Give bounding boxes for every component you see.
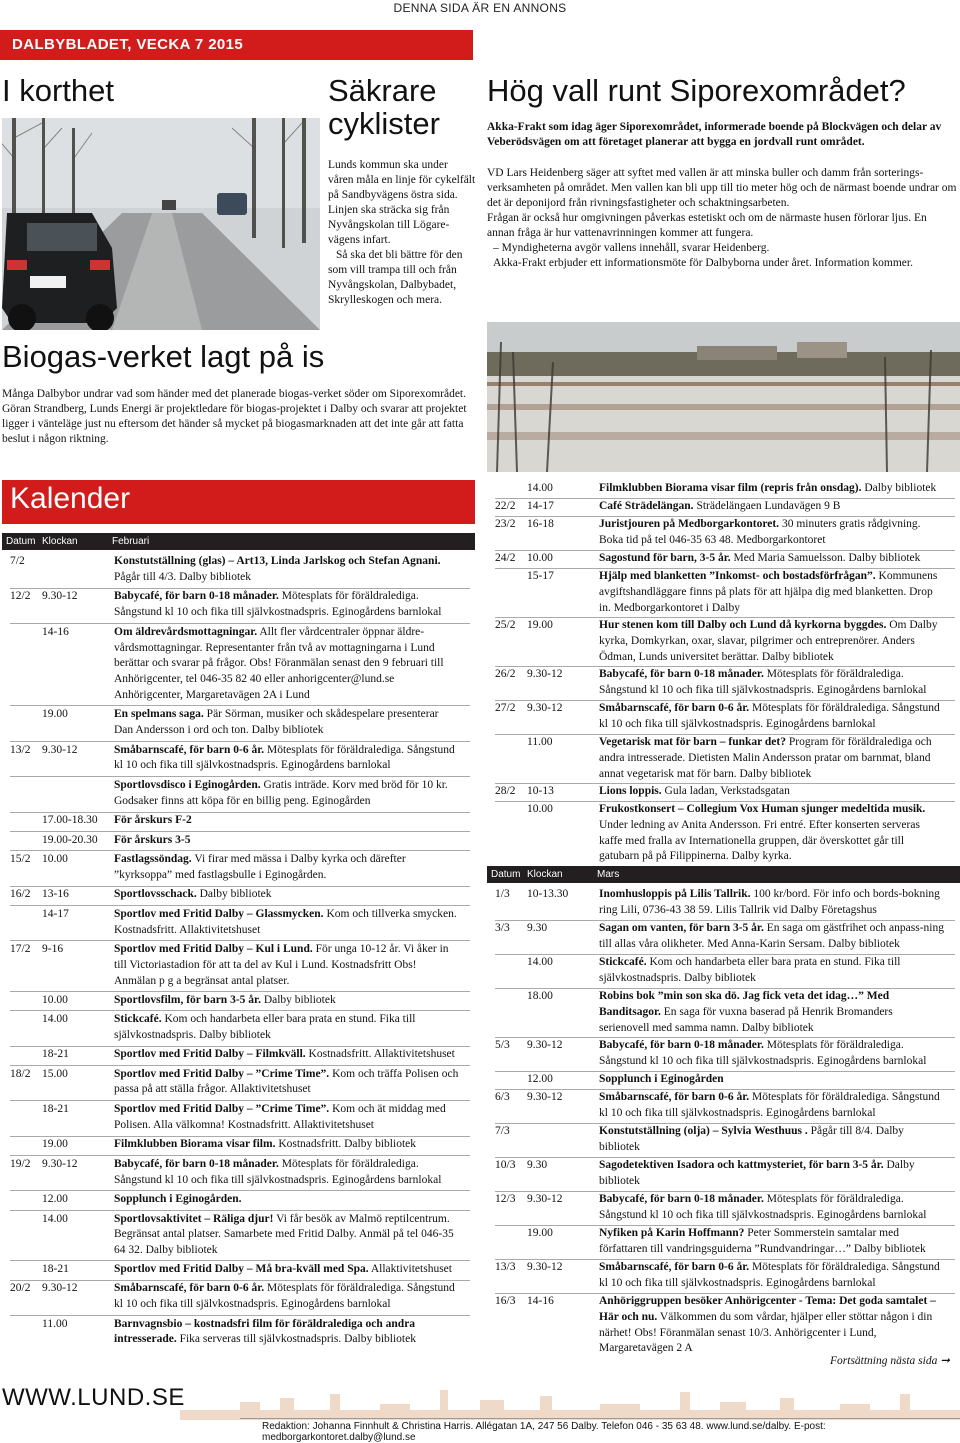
calendar-event <box>599 1192 944 1224</box>
calendar-time: 14-17 <box>527 500 554 512</box>
calendar-event-title: För årskurs 3-5 <box>114 833 191 846</box>
col-month: Februari <box>112 536 150 547</box>
calendar-time: 9.30-12 <box>527 668 563 680</box>
calendar-time: 10.00 <box>42 993 68 1006</box>
siporex-title: Hög vall runt Siporexområdet? <box>487 73 906 108</box>
calendar-date: 18/2 <box>10 1067 31 1080</box>
calendar-event-title: Babycafé, för barn 0-18 månader. <box>114 590 279 603</box>
calendar-event-title: Babycafé, för barn 0-18 månader. <box>599 1193 764 1205</box>
calendar-event <box>599 802 944 865</box>
calendar-event <box>114 942 459 989</box>
siporex-paragraph: Frågan är också hur omgivningen påverkas estetiskt och om de närmaste husen förlorar ljus. En annan fråga är hur vattenavrinningen kommer att fungera. <box>487 212 927 239</box>
calendar-event <box>599 701 944 733</box>
calendar-time: 19.00 <box>527 1227 553 1239</box>
col-klockan: Klockan <box>42 536 78 547</box>
calendar-date: 12/2 <box>10 590 31 603</box>
calendar-date: 7/2 <box>10 555 25 567</box>
biogas-body: Många Dalbybor undrar vad som händer med det planerade biogas-verket söder om Siporexområdet. Göran Strandberg, Lunds Energi är projektledare för biogas-projektet i Dalby och svarar att projektet ligger i vänteläge just nu eftersom det händer så mycket på biogasmarknaden att det inte går att fatta beslut i någon riktning. <box>2 388 467 445</box>
calendar-event <box>599 1158 944 1190</box>
calendar-event <box>114 1212 459 1259</box>
calendar-header-february <box>2 533 475 550</box>
continued-next-page: Fortsättning nästa sida ➞ <box>830 1355 950 1367</box>
calendar-date: 23/2 <box>495 518 516 530</box>
calendar-event-title: Filmklubben Biorama visar film (repris från onsdag). <box>599 482 862 494</box>
calendar-event <box>114 1102 459 1134</box>
calendar-event-text: Mötesplats för föräldralediga. Sångstund kl 10 och fika till självkostnadspris. Eginogårdens barnlokal <box>599 702 940 730</box>
calendar-event <box>114 852 459 884</box>
calendar-time: 9.30-12 <box>42 743 78 756</box>
calendar-event <box>599 1072 944 1088</box>
calendar-event-text: Mötesplats för föräldralediga. Sångstund kl 10 och fika till självkostnadspris. Eginogårdens barnlokal <box>599 1039 927 1067</box>
calendar-event <box>599 551 944 567</box>
calendar-event-title: Babycafé, för barn 0-18 månader. <box>599 1039 764 1051</box>
calendar-event-text: Kostnadsfritt. Dalby bibliotek <box>275 1138 416 1151</box>
col-klockan: Klockan <box>527 869 563 880</box>
cyklister-paragraph: Så ska det bli bättre för den som vill trampa till och från Nyvångskolan, Dalbybadet, Skrylleskogen och mera. <box>328 249 463 306</box>
calendar-time: 10.00 <box>527 552 553 564</box>
calendar-time: 9.30-12 <box>527 702 563 714</box>
calendar-event-title: Sportlov med Fritid Dalby – Filmkväll. <box>114 1048 306 1061</box>
calendar-event <box>599 784 944 800</box>
calendar-event-text: Kostnadsfritt. Allaktivitetshuset <box>305 1048 455 1061</box>
calendar-event-text: Pågår till 8/4. Dalby bibliotek <box>599 1125 904 1153</box>
calendar-event-text: Gula ladan, Verkstadsgatan <box>661 785 790 797</box>
calendar-event-title: Stickcafé. <box>599 956 647 968</box>
calendar-date: 12/3 <box>495 1193 516 1205</box>
calendar-time: 14.00 <box>527 482 553 494</box>
calendar-date: 16/3 <box>495 1295 516 1307</box>
calendar-time: 18.00 <box>527 990 553 1002</box>
calendar-event-title: Robins bok ”min son ska dö. Jag fick veta det idag…” Med Banditsagor. <box>599 990 890 1018</box>
photo-snowy-road <box>2 118 320 330</box>
calendar-time: 9.30-12 <box>527 1039 563 1051</box>
calendar-event-title: Konstutställning (glas) – Art13, Linda Jarlskog och Stefan Agnani. <box>114 555 441 567</box>
photo-snowy-field <box>487 322 960 472</box>
calendar-event-title: Sagan om vanten, för barn 3-5 år. <box>599 922 764 934</box>
calendar-event-title: Småbarnscafé, för barn 0-6 år. <box>114 1282 265 1295</box>
calendar-event-text: Dalby bibliotek <box>196 888 272 901</box>
siporex-paragraph: – Myndigheterna avgör vallens innehåll, svarar Heidenberg. <box>493 242 770 254</box>
calendar-event-title: Hjälp med blanketten ”Inkomst- och bostadsförfrågan”. <box>599 570 876 582</box>
calendar-event-title: Småbarnscafé, för barn 0-6 år. <box>599 1261 750 1273</box>
calendar-time: 14-17 <box>42 907 69 920</box>
calendar-event-text: Kommunens avgiftshandläggare finns på plats för att hjälpa dig med blanketten. Drop in. Medborgarkontoret i Dalby <box>599 570 938 614</box>
calendar-date: 13/2 <box>10 743 31 756</box>
calendar-event-title: Sagodetektiven Isadora och kattmysteriet, för barn 3-5 år. <box>599 1159 884 1171</box>
cyklister-paragraph: Lunds kommun ska under våren måla en linje för cykelfält på Sandbyvägens östra sida. Linjen ska sträcka sig från Nyvångskolan till Lögare-vägens infart. <box>328 159 476 246</box>
calendar-event-text: Program för föräldralediga och andra intresserade. Dietisten Malin Andersson pratar om barnmat, bland annat vegetarisk mat för barn. Dalby bibliotek <box>599 736 932 780</box>
calendar-date: 17/2 <box>10 943 31 956</box>
calendar-time: 9.30-12 <box>42 590 78 603</box>
calendar-event <box>114 778 459 810</box>
calendar-event-title: En spelmans saga. <box>114 708 204 721</box>
calendar-time: 15.00 <box>42 1067 68 1080</box>
calendar-event-title: Babycafé, för barn 0-18 månader. <box>599 668 764 680</box>
calendar-event-text: Mötesplats för föräldralediga. Sångstund kl 10 och fika till självkostnadspris. Eginogårdens barnlokal <box>599 1261 940 1289</box>
calendar-event-title: Hur stenen kom till Dalby och Lund då kyrkorna byggdes. <box>599 619 887 631</box>
calendar-event-text: Pär Sörman, musiker och skådespelare presenterar Dan Andersson i ord och ton. Dalby bibliotek <box>114 708 439 736</box>
calendar-event-title: Sagostund för barn, 3-5 år. <box>599 552 731 564</box>
calendar-event <box>114 813 459 829</box>
calendar-event-title: Nyfiken på Karin Hoffmann? <box>599 1227 745 1239</box>
calendar-event <box>114 1012 459 1044</box>
calendar-event-title: Café Strädelängan. <box>599 500 694 512</box>
calendar-time: 14-16 <box>42 625 69 638</box>
calendar-time: 17.00-18.30 <box>42 814 98 827</box>
calendar-time: 9.30-12 <box>527 1261 563 1273</box>
calendar-event <box>114 743 459 775</box>
calendar-time: 18-21 <box>42 1048 69 1061</box>
calendar-event <box>114 1317 459 1349</box>
calendar-event-text: Mötesplats för föräldralediga. Sångstund kl 10 och fika till självkostnadspris. Eginogårdens barnlokal <box>599 1193 927 1221</box>
calendar-time: 14.00 <box>42 1212 68 1225</box>
calendar-time: 11.00 <box>527 736 553 748</box>
calendar-date: 15/2 <box>10 853 31 865</box>
calendar-event <box>114 589 459 621</box>
calendar-event-title: Fastlagssöndag. <box>114 853 192 865</box>
calendar-event-title: Vegetarisk mat för barn – funkar det? <box>599 736 786 748</box>
calendar-event-title: Anhöriggruppen besöker Anhörigcenter - Tema: Det goda samtalet – Här och nu. <box>599 1295 936 1323</box>
calendar-event-text: Mötesplats för föräldralediga. Sångstund kl 10 och fika till självkostnadspris. Eginogårdens barnlokal <box>114 590 442 619</box>
calendar-event-title: Stickcafé. <box>114 1012 162 1025</box>
calendar-event-title: Småbarnscafé, för barn 0-6 år. <box>114 743 265 756</box>
calendar-event-text: Allaktivitetshuset <box>368 1262 452 1275</box>
calendar-event <box>114 1047 459 1063</box>
calendar-date: 1/3 <box>495 888 510 900</box>
calendar-event-title: Småbarnscafé, för barn 0-6 år. <box>599 702 750 714</box>
calendar-event <box>599 618 944 665</box>
calendar-time: 10-13 <box>527 785 554 797</box>
calendar-event-text: Gratis inträde. Korv med bröd för 10 kr. Godsaker finns att köpa för en billig peng. Eginogården <box>114 778 448 807</box>
calendar-time: 9.30-12 <box>527 1193 563 1205</box>
masthead <box>0 30 473 60</box>
calendar-event-title: Sportlov med Fritid Dalby – Må bra-kväll med Spa. <box>114 1262 369 1275</box>
calendar-event <box>114 907 459 939</box>
calendar-date: 5/3 <box>495 1039 510 1051</box>
calendar-time: 19.00 <box>42 1138 68 1151</box>
calendar-event-title: För årskurs F-2 <box>114 814 192 827</box>
calendar-event-title: Sportlov med Fritid Dalby – Kul i Lund. <box>114 943 313 956</box>
calendar-event-text: Allt fler vårdcentraler öppnar äldre-vårdsmottagningar. Representanter från två av mottagningarna i Lund berättar och svarar på frågor. Obs! Föranmälan senast den 9 februari till Anhörigcenter, tel 046-35 82 40 eller anhorigcenter@lund.se Anhörigcenter, Margaretavägen 2A i Lund <box>114 625 444 701</box>
kalender-title: Kalender <box>10 482 131 515</box>
calendar-event-text: Kom och handarbeta eller bara prata en stund. Fika till självkostnadspris. Dalby bibliotek <box>114 1012 416 1041</box>
calendar-event <box>599 517 944 549</box>
calendar-date: 6/3 <box>495 1091 510 1103</box>
calendar-date: 13/3 <box>495 1261 516 1273</box>
city-skyline-graphic <box>180 1384 960 1420</box>
calendar-time: 9.30-12 <box>42 1157 78 1170</box>
calendar-event-text: Vi firar med mässa i Dalby kyrka och därefter ”kyrksoppa” med fastlagsbulle i Eginogården. <box>114 853 406 881</box>
calendar-event-text: Mötesplats för föräldralediga. Sångstund kl 10 och fika till självkostnadspris. Eginogårdens barnlokal <box>114 743 455 772</box>
calendar-event-title: Babycafé, för barn 0-18 månader. <box>114 1157 279 1170</box>
calendar-event <box>599 481 944 497</box>
calendar-event <box>599 1090 944 1122</box>
calendar-date: 24/2 <box>495 552 516 564</box>
siporex-paragraph: VD Lars Heidenberg säger att syftet med vallen är att minska buller och damm från sorterings-verksamheten på området. Men vallen kan bli upp till tio meter hög och de närmast boende undrar om det är deponijord från rivningsfastigheter och schaktningsarbeten. <box>487 167 957 209</box>
korthet-title: I korthet <box>2 73 114 108</box>
calendar-event-title: Sportlovsdisco i Eginogården. <box>114 778 261 791</box>
calendar-event <box>114 1137 459 1153</box>
calendar-event-text: En saga för vuxna baserad på Henrik Bromanders serienovell med samma namn. Dalby bibliotek <box>599 1005 893 1034</box>
calendar-event-title: Inomhusloppis på Lilis Tallrik. <box>599 888 751 900</box>
calendar-time: 10-13.30 <box>527 888 569 900</box>
calendar-event-text: Pågår till 4/3. Dalby bibliotek <box>114 570 252 583</box>
siporex-paragraph: Akka-Frakt erbjuder ett informationsmöte för Dalbyborna under året. Information kommer. <box>493 257 913 269</box>
calendar-event-text: Kom och ät middag med Polisen. Alla välkomna! Kostnadsfritt. Allaktivitetshuset <box>114 1103 446 1131</box>
calendar-event-title: Filmklubben Biorama visar film. <box>114 1138 276 1151</box>
calendar-time: 18-21 <box>42 1262 69 1275</box>
cyklister-body <box>328 158 476 308</box>
calendar-event-title: Sportlov med Fritid Dalby – Glassmycken. <box>114 907 324 920</box>
calendar-event <box>599 1294 944 1357</box>
calendar-event-title: Lions loppis. <box>599 785 662 797</box>
calendar-event <box>599 735 944 782</box>
calendar-date: 22/2 <box>495 500 516 512</box>
biogas-title: Biogas-verket lagt på is <box>2 339 325 374</box>
calendar-event-title: Barnvagnsbio – kostnadsfri film för föräldralediga och andra intresserade. <box>114 1317 416 1346</box>
calendar-date: 27/2 <box>495 702 516 714</box>
calendar-event <box>114 1067 459 1099</box>
calendar-event <box>599 921 944 953</box>
calendar-time: 9.30-12 <box>42 1282 78 1295</box>
masthead-text: DALBYBLADET, VECKA 7 2015 <box>12 36 244 53</box>
calendar-date: 25/2 <box>495 619 516 631</box>
calendar-event <box>599 989 944 1036</box>
calendar-event <box>599 499 944 515</box>
calendar-event-text: Dalby bibliotek <box>260 993 336 1006</box>
ad-label: DENNA SIDA ÄR EN ANNONS <box>393 1 567 15</box>
col-datum: Datum <box>491 869 521 880</box>
calendar-event-text: Kom och träffa Polisen och passa på att ställa frågor. Allaktivitetshuset <box>114 1067 459 1096</box>
calendar-event-text: Mötesplats för föräldralediga. Sångstund kl 10 och fika till självkostnadspris. Eginogårdens barnlokal <box>114 1282 455 1311</box>
calendar-event-title: Om äldrevårdsmottagningar. <box>114 625 258 638</box>
col-datum: Datum <box>6 536 36 547</box>
calendar-event <box>599 1226 944 1258</box>
calendar-time: 12.00 <box>527 1073 553 1085</box>
calendar-date: 28/2 <box>495 785 516 797</box>
calendar-event-text: Kom och handarbeta eller bara prata en stund. Fika till självkostnadspris. Dalby bibliotek <box>599 956 901 984</box>
calendar-event <box>114 1281 459 1313</box>
calendar-event <box>114 1192 459 1208</box>
calendar-event <box>599 667 944 699</box>
calendar-event-text: Peter Sommerstein samtalar med författaren till vandringsguiderna ”Rundvandringar…” Dalby bibliotek <box>599 1227 926 1255</box>
calendar-event-text: En saga om gästfrihet och anpass-ning till allas våra olikheter. Med Anna-Karin Sersam. Dalby bibliotek <box>599 922 944 950</box>
calendar-time: 15-17 <box>527 570 554 582</box>
calendar-event-text: Dalby bibliotek <box>861 482 937 494</box>
calendar-date: 10/3 <box>495 1159 516 1171</box>
calendar-event-text: Under ledning av Anita Andersson. Fri entré. Efter konserten serveras kaffe med fralla av Internationella gruppen, där överskottet går till gatubarn på på Filippinerna. Dalby kyrka. <box>599 818 920 863</box>
calendar-date: 20/2 <box>10 1282 31 1295</box>
calendar-time: 16-18 <box>527 518 554 530</box>
calendar-time: 14.00 <box>527 956 553 968</box>
calendar-time: 9.30-12 <box>527 1091 563 1103</box>
calendar-event-text: Med Maria Samuelsson. Dalby bibliotek <box>730 552 921 564</box>
calendar-date: 26/2 <box>495 668 516 680</box>
cyklister-title: Säkrare cyklister <box>328 73 440 142</box>
calendar-event-text: Fika serveras till självkostnadspris. Dalby bibliotek <box>176 1333 416 1346</box>
siporex-lead: Akka-Frakt som idag äger Siporexområdet, informerade boende på Blockvägen och delar av Veberödsvägen om att företaget planerar att bygga en jordvall runt området. <box>487 121 942 148</box>
calendar-event-text: Dalby bibliotek <box>599 1159 915 1187</box>
calendar-date: 16/2 <box>10 888 31 901</box>
calendar-event-title: Sopplunch i Eginogården. <box>114 1193 242 1206</box>
calendar-header-march <box>487 866 960 883</box>
calendar-event <box>114 833 459 849</box>
calendar-event-title: Sportlovsfilm, för barn 3-5 år. <box>114 993 261 1006</box>
calendar-event-title: Sportlov med Fritid Dalby – ”Crime Time”. <box>114 1103 330 1115</box>
calendar-time: 19.00-20.30 <box>42 833 98 846</box>
siporex-body <box>487 166 957 271</box>
calendar-time: 11.00 <box>42 1317 68 1330</box>
calendar-event <box>114 993 459 1009</box>
col-month: Mars <box>597 869 620 880</box>
calendar-event-text: För unga 10-12 år. Vi åker in till Victoriastadion för att ta del av Kul i Lund. Kostnadsfritt Obs! Anmälan p g a begränsat antal platser. <box>114 943 449 987</box>
kalender-header <box>2 480 475 524</box>
calendar-event <box>114 887 459 903</box>
calendar-time: 9-16 <box>42 943 64 956</box>
calendar-time: 10.00 <box>42 853 68 865</box>
calendar-event <box>599 1038 944 1070</box>
calendar-event <box>114 625 459 704</box>
calendar-event-text: Vi får besök av Malmö reptilcentrum. Begränsat antal platser. Samarbete med Fritid Dalby. Anmäl på tel 046-35 64 32. Dalby bibliotek <box>114 1212 454 1257</box>
calendar-time: 13-16 <box>42 888 69 901</box>
calendar-event-text: 100 kr/bord. För info och bords-bokning ring Lili, 0736-43 38 59. Lilis Tallrik vid Dalby Företagshus <box>599 888 940 916</box>
calendar-time: 10.00 <box>527 803 553 815</box>
calendar-time: 14.00 <box>42 1012 68 1025</box>
calendar-event-title: Sportlov med Fritid Dalby – ”Crime Time”. <box>114 1067 330 1080</box>
calendar-event-text: 30 minuters gratis rådgivning. Boka tid på tel 046-35 63 48. Medborgarkontoret <box>599 518 921 546</box>
calendar-time: 9.30 <box>527 922 548 934</box>
calendar-event-text: Välkommen du som vårdar, hjälper eller stöttar någon i din närhet! Obs! Föranmälan senast 10/3. Anhörigcenter i Lund, Margaretavägen 2 A <box>599 1310 933 1355</box>
calendar-event-title: Sopplunch i Eginogården <box>599 1073 724 1085</box>
calendar-event-text: Mötesplats för föräldralediga. Sångstund kl 10 och fika till självkostnadspris. Eginogårdens barnlokal <box>114 1157 442 1186</box>
lund-logo: WWW.LUND.SE <box>2 1384 185 1411</box>
calendar-time: 14-16 <box>527 1295 554 1307</box>
calendar-event <box>599 569 944 616</box>
calendar-event-title: Juristjouren på Medborgarkontoret. <box>599 518 780 530</box>
calendar-time: 19.00 <box>42 708 68 721</box>
calendar-time: 18-21 <box>42 1103 69 1115</box>
calendar-event-text: Mötesplats för föräldralediga. Sångstund kl 10 och fika till självkostnadspris. Eginogårdens barnlokal <box>599 1091 940 1119</box>
calendar-event-text: Om Dalby kyrka, Domkyrkan, oxar, slavar, pilgrimer och entreprenörer. Anders Ödman, Lunds universitet berättar. Dalby bibliotek <box>599 619 938 663</box>
calendar-event-title: Småbarnscafé, för barn 0-6 år. <box>599 1091 750 1103</box>
calendar-event-title: Sportlovsaktivitet – Räliga djur! <box>114 1212 274 1225</box>
calendar-date: 3/3 <box>495 922 510 934</box>
footer-text: Redaktion: Johanna Finnhult & Christina Harris. Allégatan 1A, 247 56 Dalby. Telefon 046 - 35 63 48. www.lund.se/dalby. E-post: medborgarkontoret.dalby@lund.se <box>262 1421 826 1443</box>
calendar-event <box>599 887 944 919</box>
calendar-event-text: Mötesplats för föräldralediga. Sångstund kl 10 och fika till självkostnadspris. Eginogårdens barnlokal <box>599 668 927 696</box>
calendar-event <box>114 554 459 586</box>
calendar-event-text: Kom och tillverka smycken. Kostnadsfritt. Allaktivitetshuset <box>114 907 457 936</box>
calendar-event-title: Sportlovsschack. <box>114 888 197 901</box>
calendar-event <box>599 1260 944 1292</box>
calendar-date: 7/3 <box>495 1125 510 1137</box>
calendar-event <box>114 1157 459 1189</box>
calendar-event-title: Frukostkonsert – Collegium Vox Human sjunger medeltida musik. <box>599 803 926 815</box>
calendar-time: 12.00 <box>42 1193 68 1206</box>
calendar-event <box>599 1124 944 1156</box>
calendar-event <box>114 707 459 739</box>
calendar-time: 9.30 <box>527 1159 548 1171</box>
calendar-event-title: Konstutställning (olja) – Sylvia Westhuus . <box>599 1125 808 1137</box>
calendar-event-text: Strädelängaen Lundavägen 9 B <box>693 500 841 512</box>
calendar-date: 19/2 <box>10 1157 31 1170</box>
calendar-event <box>599 955 944 987</box>
calendar-time: 19.00 <box>527 619 553 631</box>
calendar-event <box>114 1262 459 1278</box>
